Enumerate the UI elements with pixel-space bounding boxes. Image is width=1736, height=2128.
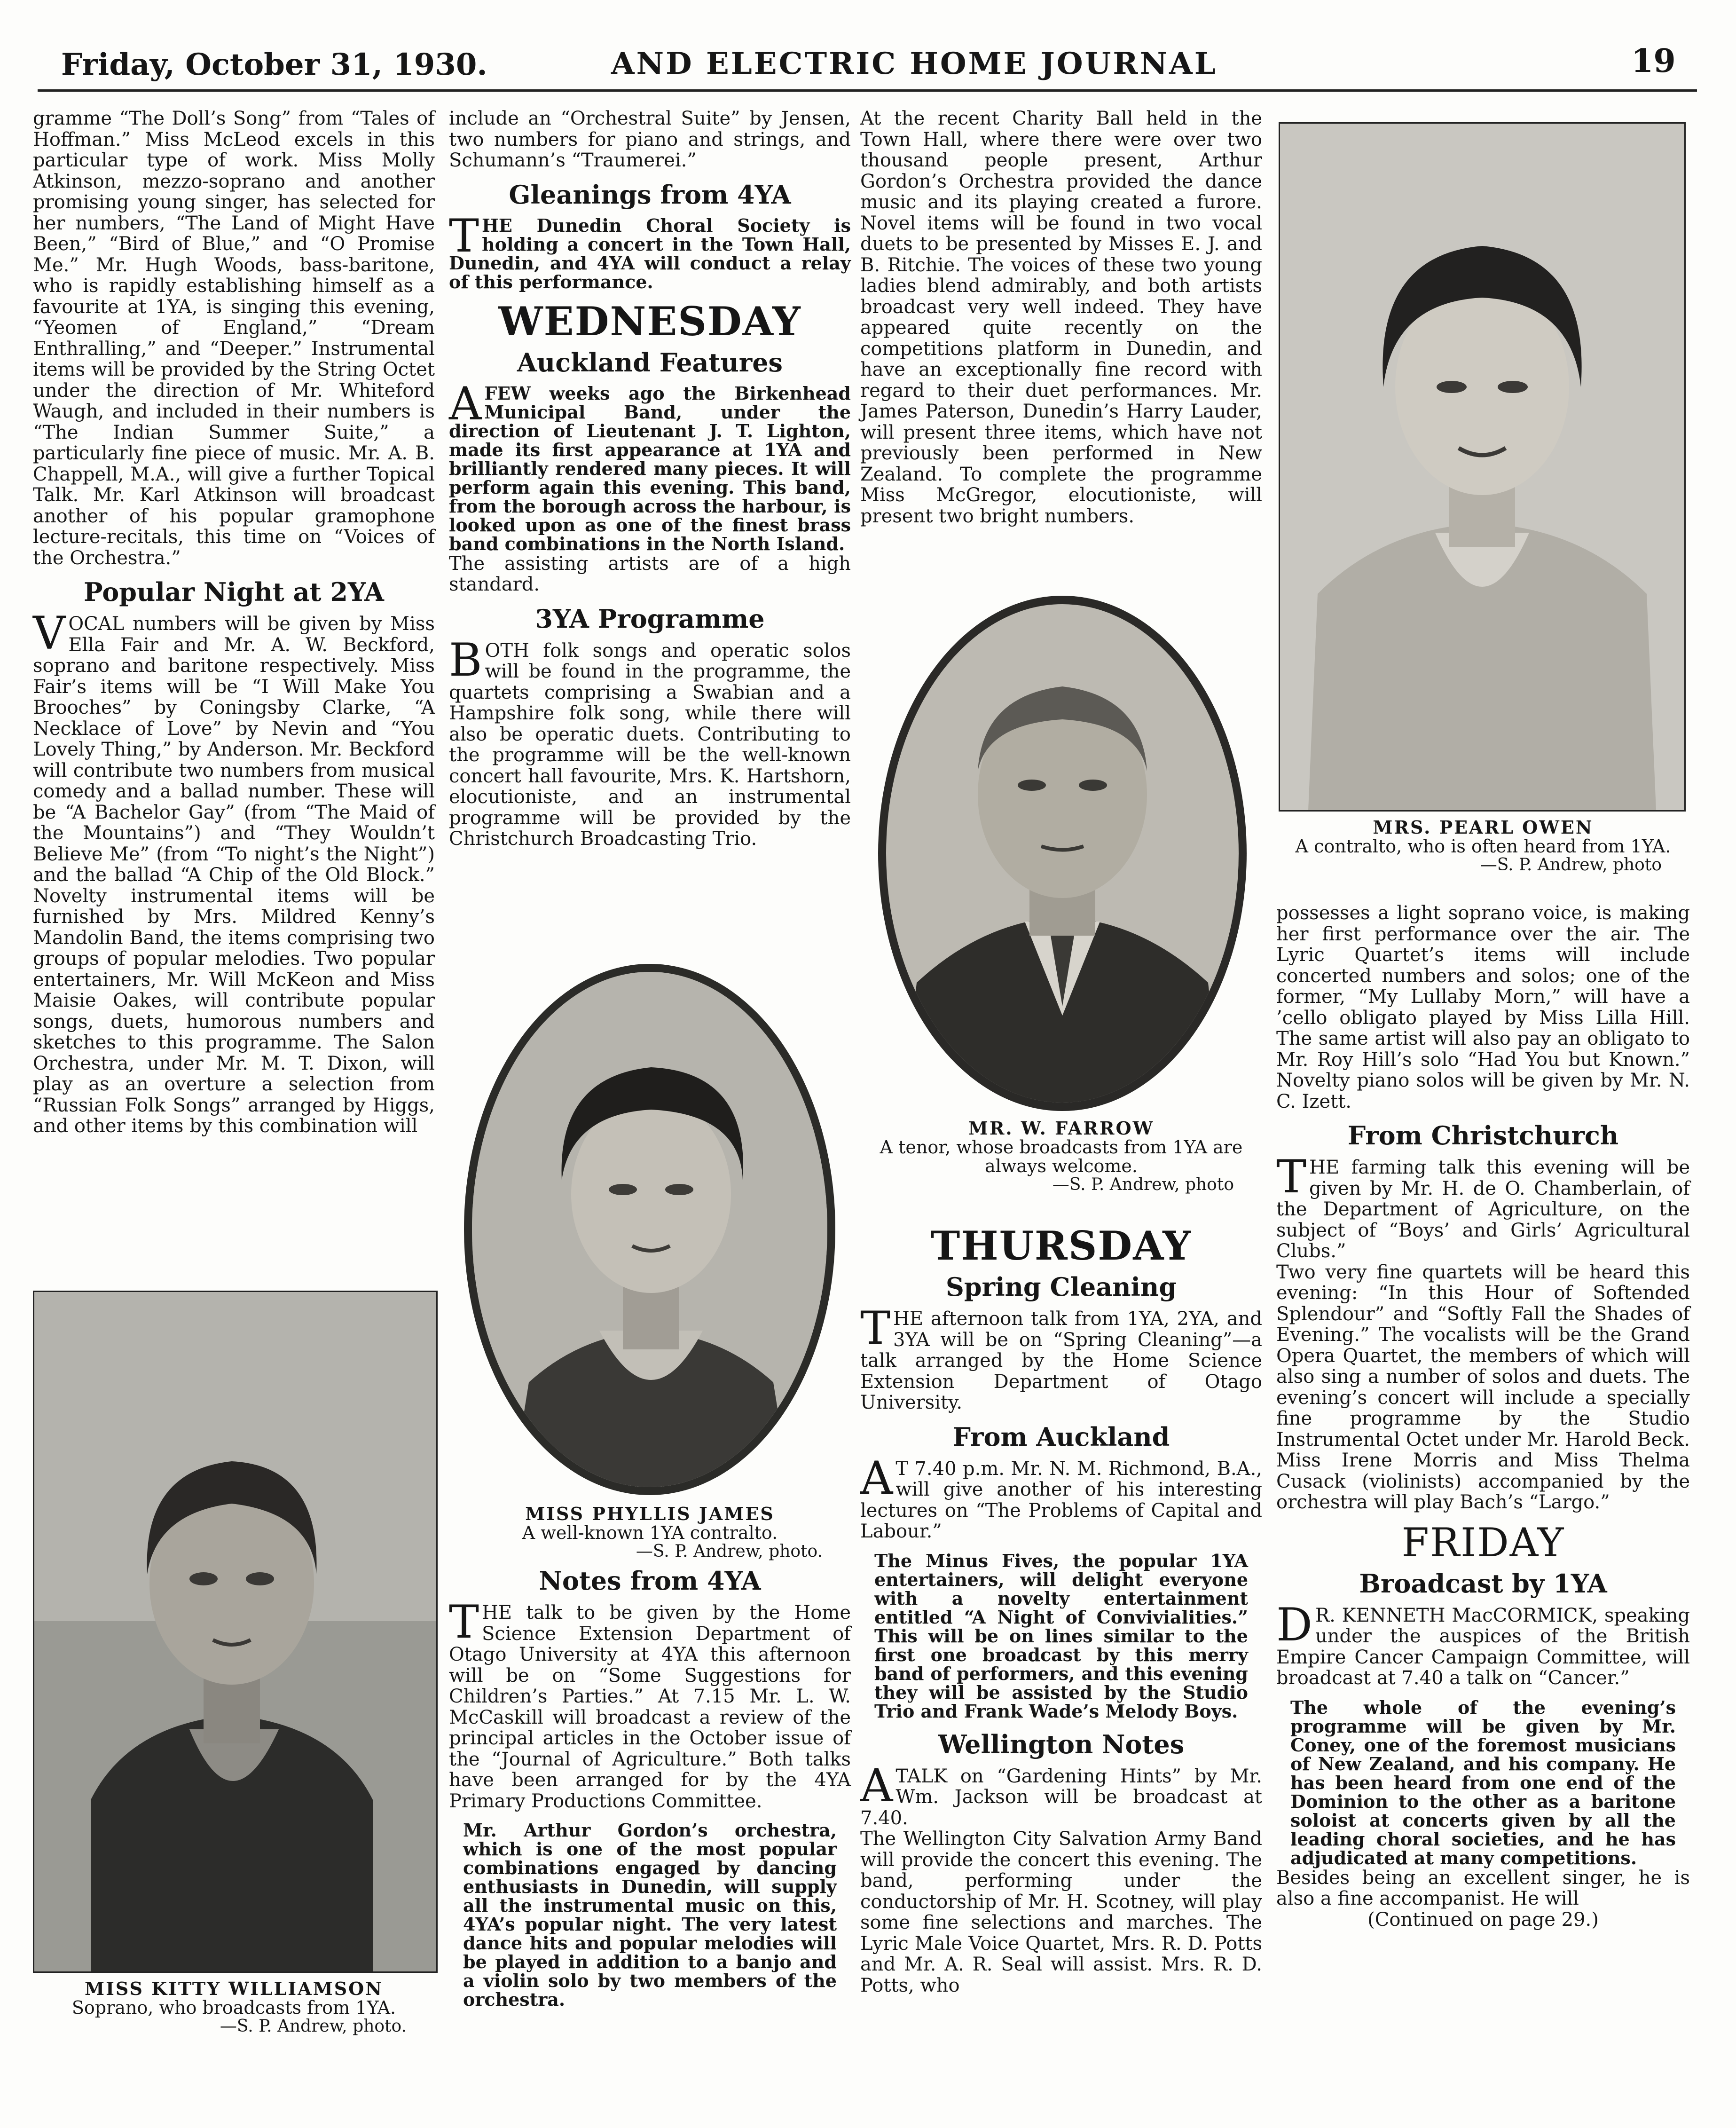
column-3-lower <box>860 1222 1262 1996</box>
article-text: A T 7.40 p.m. Mr. N. M. Richmond, B.A., will give another of his interesting lectures on “The Problems of Capital and Labour.” <box>860 1451 1262 1542</box>
photo-kitty-williamson <box>33 1291 438 1973</box>
drop-cap: V <box>33 607 66 660</box>
article-text: THE talk to be given by the Home Science Extension Department of Otago University at 4YA this afternoon will be on “Some Suggestions for Children’s Parties.” At 7.15 Mr. L. W. McCaskill will broadcast a review of the principal articles in the October issue of the “Journal of Agriculture.” Both talks have been arranged for by the 4YA Primary Productions Committee. <box>449 1596 851 1812</box>
section-heading: Wellington Notes <box>938 1729 1185 1759</box>
article-text: D R. KENNETH MacCORMICK, speaking under the auspices of the British Empire Cancer Campaign Committee, will broadcast at 7.40 a talk on “Cancer.” <box>1276 1598 1690 1689</box>
photo-caption <box>1276 818 1690 875</box>
day-heading: FRIDAY <box>1401 1519 1565 1566</box>
drop-cap: D <box>1276 1598 1312 1651</box>
section-heading: 3YA Programme <box>535 603 765 634</box>
caption-desc: A contralto, who is often heard from 1YA. <box>1295 836 1671 857</box>
caption-name: MISS KITTY WILLIAMSON <box>85 1978 383 1999</box>
article-text: Besides being an excellent singer, he is also a fine accompanist. He will <box>1276 1867 1690 1909</box>
drop-cap: T <box>449 1596 479 1648</box>
drop-cap: T <box>860 1302 891 1355</box>
page-header <box>0 0 1736 99</box>
issue-date: Friday, October 31, 1930. <box>61 47 487 82</box>
drop-cap: B <box>449 633 482 686</box>
article-text: The assisting artists are of a high standard. <box>449 552 851 595</box>
page-number: 19 <box>1631 42 1676 80</box>
photo-w-farrow <box>874 592 1250 1114</box>
boxed-note <box>1290 1698 1676 1868</box>
drop-cap: T <box>1276 1151 1307 1203</box>
caption-name: MR. W. FARROW <box>968 1118 1155 1139</box>
day-heading: THURSDAY <box>930 1222 1192 1269</box>
caption-desc: A tenor, whose broadcasts from 1YA are always welcome. <box>880 1137 1243 1176</box>
column-2-lower <box>449 1566 851 2009</box>
photo-pearl-owen <box>1279 122 1686 812</box>
section-heading: Gleanings from 4YA <box>509 179 791 210</box>
article-text: gramme “The Doll’s Song” from “Tales of Hoffman.” Miss McLeod excels in this particular type of work. Miss Molly Atkinson, mezzo-soprano and another promising young singer, has selected for her numbers, “The Land of Might Have Been,” “Bird of Blue,” and “O Promise Me.” Mr. Hugh Woods, bass-baritone, who is rapidly establishing himself as a favourite at 1YA, is singing this evening, “Yeomen of England,” “Dream Enthralling,” and “Deeper.” Instrumental items will be provided by the String Octet under the direction of Mr. Whiteford Waugh, and included in their numbers is “The Indian Summer Suite,” a particularly fine piece of music. Mr. A. B. Chappell, M.A., will give a further Topical Talk. Mr. Karl Atkinson will broadcast another of his popular gramophone lecture-recitals, this time on “Voices of the Orchestra.” <box>33 108 435 569</box>
article-text: The Wellington City Salvation Army Band will provide the concert this evening. The band, performing under the conductorship of Mr. H. Scotney, will play some fine selections and marches. The Lyric Male Voice Quartet, Mrs. R. D. Potts and Mr. A. R. Seal will assist. Mrs. R. D. Potts, who <box>860 1828 1262 1996</box>
section-heading: From Auckland <box>952 1421 1170 1452</box>
drop-cap: A <box>860 1759 893 1812</box>
portrait-image <box>458 959 841 1500</box>
article-text: ATALK on “Gardening Hints” by Mr. Wm. Jackson will be broadcast at 7.40. <box>860 1759 1262 1829</box>
caption-credit: —S. P. Andrew, photo <box>1052 1175 1234 1194</box>
article-text: The Minus Fives, the popular 1YA entertainers, will delight everyone with a novelty entertainment entitled “A Night of Convivialities.” This will be on lines similar to the first one broadcast by this merry band of performers, and this evening they will be assisted by the Studio Trio and Frank Wade’s Melody Boys. <box>874 1550 1248 1722</box>
column-3 <box>860 108 1262 527</box>
drop-cap: A <box>860 1451 893 1505</box>
portrait-image <box>1280 124 1684 810</box>
section-heading: Spring Cleaning <box>945 1272 1177 1302</box>
article-text: AFEW weeks ago the Birkenhead Municipal Band, under the direction of Lieutenant J. T. Lighton, made its first appearance at 1YA and brilliantly rendered many pieces. It will perform again this evening. This band, from the borough across the harbour, is looked upon as one of the finest brass band combinations in the North Island. <box>449 377 851 554</box>
photo-caption <box>33 1979 435 2036</box>
caption-desc: A well-known 1YA contralto. <box>522 1522 778 1543</box>
boxed-note <box>874 1552 1248 1721</box>
caption-credit: —S. P. Andrew, photo <box>1480 855 1662 875</box>
header-rule <box>38 89 1697 92</box>
caption-desc: Soprano, who broadcasts from 1YA. <box>71 1997 396 2018</box>
journal-title: AND ELECTRIC HOME JOURNAL <box>611 46 1218 81</box>
article-text: THE Dunedin Choral Society is holding a concert in the Town Hall, Dunedin, and 4YA will conduct a relay of this performance. <box>449 209 851 292</box>
drop-cap: T <box>449 209 479 262</box>
article-text: VOCAL numbers will be given by Miss Ella Fair and Mr. A. W. Beckford, soprano and baritone respectively. Miss Fair’s items will be “I Will Make You Brooches” by Coningsby Clarke, “A Necklace of Love” by Nevin and “You Lovely Thing,” by Anderson. Mr. Beckford will contribute two numbers from musical comedy and a ballad number. These will be “A Bachelor Gay” (from “The Maid of the Mountains”) and “They Wouldn’t Believe Me” (from “To night’s the Night”) and the ballad “A Chip of the Old Block.” Novelty instrumental items will be furnished by Mrs. Mildred Kenny’s Mandolin Band, the items comprising two groups of popular melodies. Two popular entertainers, Mr. Will McKeon and Miss Maisie Oakes, will contribute popular songs, duets, humorous numbers and sketches to this programme. The Salon Orchestra, under Mr. M. T. Dixon, will play as an overture a selection from “Russian Folk Songs” arranged by Higgs, and other items by this combination will <box>33 607 435 1137</box>
column-1 <box>33 108 435 1137</box>
article-text: THE afternoon talk from 1YA, 2YA, and 3YA will be on “Spring Cleaning”—a talk arranged by the Home Science Extension Department of Otago University. <box>860 1302 1262 1413</box>
section-heading: Broadcast by 1YA <box>1359 1568 1607 1599</box>
continued-note: (Continued on page 29.) <box>1367 1908 1599 1931</box>
section-heading: From Christchurch <box>1347 1120 1619 1151</box>
portrait-image <box>34 1292 436 1971</box>
section-heading: Notes from 4YA <box>539 1566 761 1596</box>
column-4 <box>1276 903 1690 1930</box>
caption-credit: —S. P. Andrew, photo. <box>220 2017 407 2036</box>
photo-phyllis-james <box>458 959 841 1500</box>
caption-credit: —S. P. Andrew, photo. <box>636 1542 823 1561</box>
day-heading: WEDNESDAY <box>498 298 801 345</box>
boxed-note <box>463 1821 837 2009</box>
portrait-image <box>874 592 1250 1114</box>
photo-caption <box>449 1505 851 1561</box>
caption-name: MRS. PEARL OWEN <box>1373 817 1594 838</box>
section-heading: Auckland Features <box>517 347 783 378</box>
article-text: Mr. Arthur Gordon’s orchestra, which is one of the most popular combinations engaged by dancing enthusiasts in Dunedin, will supply all the instrumental music on this, 4YA’s popular night. The very latest dance hits and popular melodies will be played in addition to a banjo and a violin solo by two members of the orchestra. <box>463 1820 837 2010</box>
column-2 <box>449 108 851 850</box>
article-text: At the recent Charity Ball held in the Town Hall, where there were over two thousand people present, Arthur Gordon’s Orchestra provided the dance music and its playing created a furore. Novel items will be found in two vocal duets to be presented by Misses E. J. and B. Ritchie. The voices of these two young ladies blend admirably, and both artists broadcast very well indeed. They have appeared quite recently on the competitions platform in Dunedin, and have an exceptionally fine record with regard to their duet performances. Mr. James Paterson, Dunedin’s Harry Lauder, will present three items, which have not previously been performed in New Zealand. To complete the programme Miss McGregor, elocutioniste, will present two bright numbers. <box>860 108 1262 527</box>
caption-name: MISS PHYLLIS JAMES <box>525 1503 775 1524</box>
article-text: include an “Orchestral Suite” by Jensen, two numbers for piano and strings, and Schumann’s “Traumerei.” <box>449 108 851 171</box>
article-text: BOTH folk songs and operatic solos will be found in the programme, the quartets comprising a Swabian and a Hampshire folk song, while there will also be operatic duets. Contributing to the programme will be the well-known concert hall favourite, Mrs. K. Hartshorn, elocutioniste, and an instrumental programme will be provided by the Christchurch Broadcasting Trio. <box>449 633 851 850</box>
article-text: THE farming talk this evening will be given by Mr. H. de O. Chamberlain, of the Department of Agriculture, on the subject of “Boys’ and Girls’ Agricultural Clubs.” <box>1276 1151 1690 1262</box>
article-text: Two very fine quartets will be heard this evening: “In this Hour of Softended Splendour” and “Softly Fall the Shades of Evening.” The vocalists will be the Grand Opera Quartet, the members of which will also sing a number of solos and duets. The evening’s concert will include a specially fine programme by the Studio Instrumental Octet under Mr. Harold Beck. Miss Irene Morris and Miss Thelma Cusack (violinists) accompanied by the orchestra will play Bach’s “Largo.” <box>1276 1261 1690 1513</box>
article-text: possesses a light soprano voice, is making her first performance over the air. The Lyric Quartet’s items will include concerted numbers and solos; one of the former, “My Lullaby Morn,” will have a ’cello obligato played by Miss Lilla Hill. The same artist will also pay an obligato to Mr. Roy Hill’s solo “Had You but Known.” Novelty piano solos will be given by Mr. N. C. Izett. <box>1276 902 1690 1112</box>
article-text: The whole of the evening’s programme will be given by Mr. Coney, one of the foremost musicians of New Zealand, and his company. He has been heard from one end of the Dominion to the other as a baritone soloist at concerts given by all the leading choral societies, and he has adjudicated at many competitions. <box>1290 1696 1676 1868</box>
section-heading: Popular Night at 2YA <box>84 577 384 607</box>
photo-caption <box>860 1119 1262 1194</box>
drop-cap: A <box>449 377 482 430</box>
